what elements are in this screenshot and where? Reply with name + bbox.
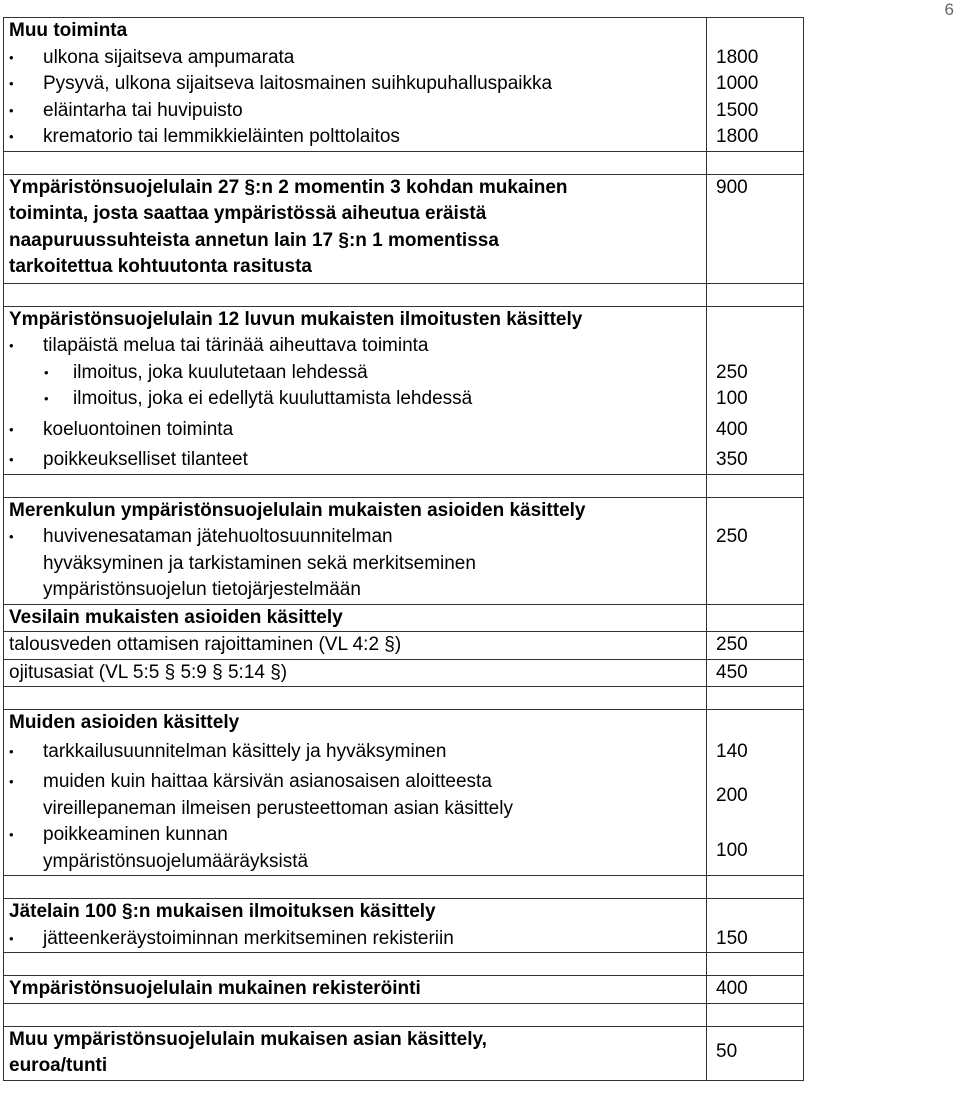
section-heading: Vesilain mukaisten asioiden käsittely: [9, 606, 343, 628]
description-cell: [4, 1026, 707, 1080]
list-item: • ulkona sijaitseva ampumarata: [4, 45, 706, 72]
fee-value: 350: [716, 449, 748, 470]
bullet-icon: •: [9, 421, 14, 437]
list-item: • ilmoitus, joka ei edellytä kuuluttamista lehdessä: [4, 386, 706, 413]
description-cell: [4, 976, 707, 1004]
spacer-row: [4, 687, 804, 710]
fee-cell: [707, 604, 804, 632]
spacer-row: [4, 876, 804, 899]
section-heading: Muu toiminta: [9, 20, 128, 41]
section-heading: Merenkulun ympäristönsuojelulain mukaisten asioiden käsittely: [9, 499, 586, 521]
spacer-row: [4, 283, 804, 306]
spacer-row: [4, 151, 804, 174]
list-item-continuation: ympäristönsuojelumääräyksistä: [43, 850, 309, 872]
fee-value: 400: [716, 978, 748, 999]
list-item: • jätteenkeräystoiminnan merkitseminen rekisteriin: [4, 926, 706, 953]
fee-value: 200: [716, 785, 748, 806]
fee-value: 450: [716, 661, 748, 683]
description-line: ojitusasiat (VL 5:5 § 5:9 § 5:14 §): [9, 661, 288, 683]
list-item: • poikkeukselliset tilanteet: [4, 447, 706, 474]
fee-value: 150: [716, 927, 748, 949]
description-cell: [4, 710, 707, 876]
list-item: • tarkkailusuunnitelman käsittely ja hyväksyminen: [4, 739, 706, 766]
fee-value: 1800: [716, 46, 759, 68]
fee-cell: [707, 18, 804, 152]
list-item-continuation: ympäristönsuojelun tietojärjestelmään: [43, 579, 361, 600]
section-heading: Jätelain 100 §:n mukaisen ilmoituksen käsittely: [9, 901, 436, 922]
fee-value: 100: [716, 388, 748, 409]
fee-cell: [707, 1026, 804, 1080]
bullet-icon: •: [44, 391, 49, 406]
description-line: Muu ympäristönsuojelulain mukaisen asian käsittely,: [9, 1028, 487, 1050]
bullet-icon: •: [9, 338, 14, 353]
fee-cell: [707, 710, 804, 876]
fee-cell: [707, 659, 804, 687]
description-cell: [4, 632, 707, 660]
list-item: • huvivenesataman jätehuoltosuunnitelman: [4, 524, 706, 551]
spacer-row: [4, 953, 804, 976]
table-row: [4, 899, 804, 953]
description-cell: [4, 604, 707, 632]
list-item: • krematorio tai lemmikkieläinten polttolaitos: [4, 124, 706, 151]
description-cell: [4, 659, 707, 687]
fee-cell: [707, 306, 804, 474]
fee-value: 1800: [716, 126, 759, 147]
table-row: [4, 174, 804, 283]
fee-value: 400: [716, 418, 748, 440]
table-row: [4, 632, 804, 660]
bullet-icon: •: [9, 452, 14, 467]
list-item: • ilmoitus, joka kuulutetaan lehdessä: [4, 360, 706, 387]
list-item-continuation: hyväksyminen ja tarkistaminen sekä merkitseminen: [43, 552, 476, 574]
bullet-icon: •: [9, 774, 14, 789]
section-heading: Muiden asioiden käsittely: [9, 712, 240, 733]
fee-cell: [707, 497, 804, 604]
list-item: • muiden kuin haittaa kärsivän asianosaisen aloitteesta: [4, 769, 706, 796]
fee-value: 140: [716, 740, 748, 762]
fee-value: 250: [716, 526, 748, 547]
table-row: [4, 710, 804, 876]
table-row: [4, 497, 804, 604]
fee-value: 1000: [716, 73, 759, 94]
fee-cell: [707, 632, 804, 660]
page-number: 6: [944, 0, 954, 19]
bullet-icon: •: [9, 930, 14, 946]
table-row: [4, 306, 804, 474]
table-row: [4, 976, 804, 1004]
fee-cell: [707, 899, 804, 953]
description-cell: [4, 18, 707, 152]
bullet-icon: •: [9, 129, 14, 144]
table-row: [4, 659, 804, 687]
fee-value: 1500: [716, 99, 759, 121]
description-line: toiminta, josta saattaa ympäristössä aiheutua eräistä: [9, 203, 487, 224]
bullet-icon: •: [44, 364, 49, 380]
table-row: [4, 1026, 804, 1080]
table-row: [4, 604, 804, 632]
description-cell: [4, 899, 707, 953]
list-item: • tilapäistä melua tai tärinää aiheuttava toiminta: [4, 333, 706, 360]
bullet-icon: •: [9, 827, 14, 842]
fee-table: [3, 17, 804, 1081]
description-line: euroa/tunti: [9, 1055, 108, 1076]
fee-value: 50: [716, 1040, 738, 1062]
fee-cell: [707, 976, 804, 1004]
list-item: • koeluontoinen toiminta: [4, 417, 706, 444]
list-item: • poikkeaminen kunnan: [4, 822, 706, 849]
description-cell: [4, 497, 707, 604]
spacer-row: [4, 474, 804, 497]
description-line: Ympäristönsuojelulain mukainen rekisteröinti: [9, 978, 421, 999]
bullet-icon: •: [9, 743, 14, 759]
list-item: • eläintarha tai huvipuisto: [4, 98, 706, 125]
description-line: Ympäristönsuojelulain 27 §:n 2 momentin 3 kohdan mukainen: [9, 176, 568, 198]
bullet-icon: •: [9, 49, 14, 65]
fee-value: 900: [716, 176, 748, 198]
description-line: naapuruussuhteista annetun lain 17 §:n 1 momentissa: [9, 229, 499, 251]
bullet-icon: •: [9, 529, 14, 544]
description-cell: [4, 174, 707, 283]
description-line: tarkoitettua kohtuutonta rasitusta: [9, 256, 312, 277]
description-line: talousveden ottamisen rajoittaminen (VL 4:2 §): [9, 634, 402, 655]
fee-value: 250: [716, 361, 748, 383]
fee-value: 100: [716, 839, 748, 861]
fee-cell: [707, 174, 804, 283]
table-row: [4, 18, 804, 152]
section-heading: Ympäristönsuojelulain 12 luvun mukaisten ilmoitusten käsittely: [9, 308, 583, 330]
description-cell: [4, 306, 707, 474]
list-item: • Pysyvä, ulkona sijaitseva laitosmainen suihkupuhalluspaikka: [4, 71, 706, 98]
fee-value: 250: [716, 634, 748, 655]
spacer-row: [4, 1003, 804, 1026]
list-item-continuation: vireillepaneman ilmeisen perusteettoman asian käsittely: [43, 797, 513, 819]
bullet-icon: •: [9, 102, 14, 118]
bullet-icon: •: [9, 76, 14, 91]
